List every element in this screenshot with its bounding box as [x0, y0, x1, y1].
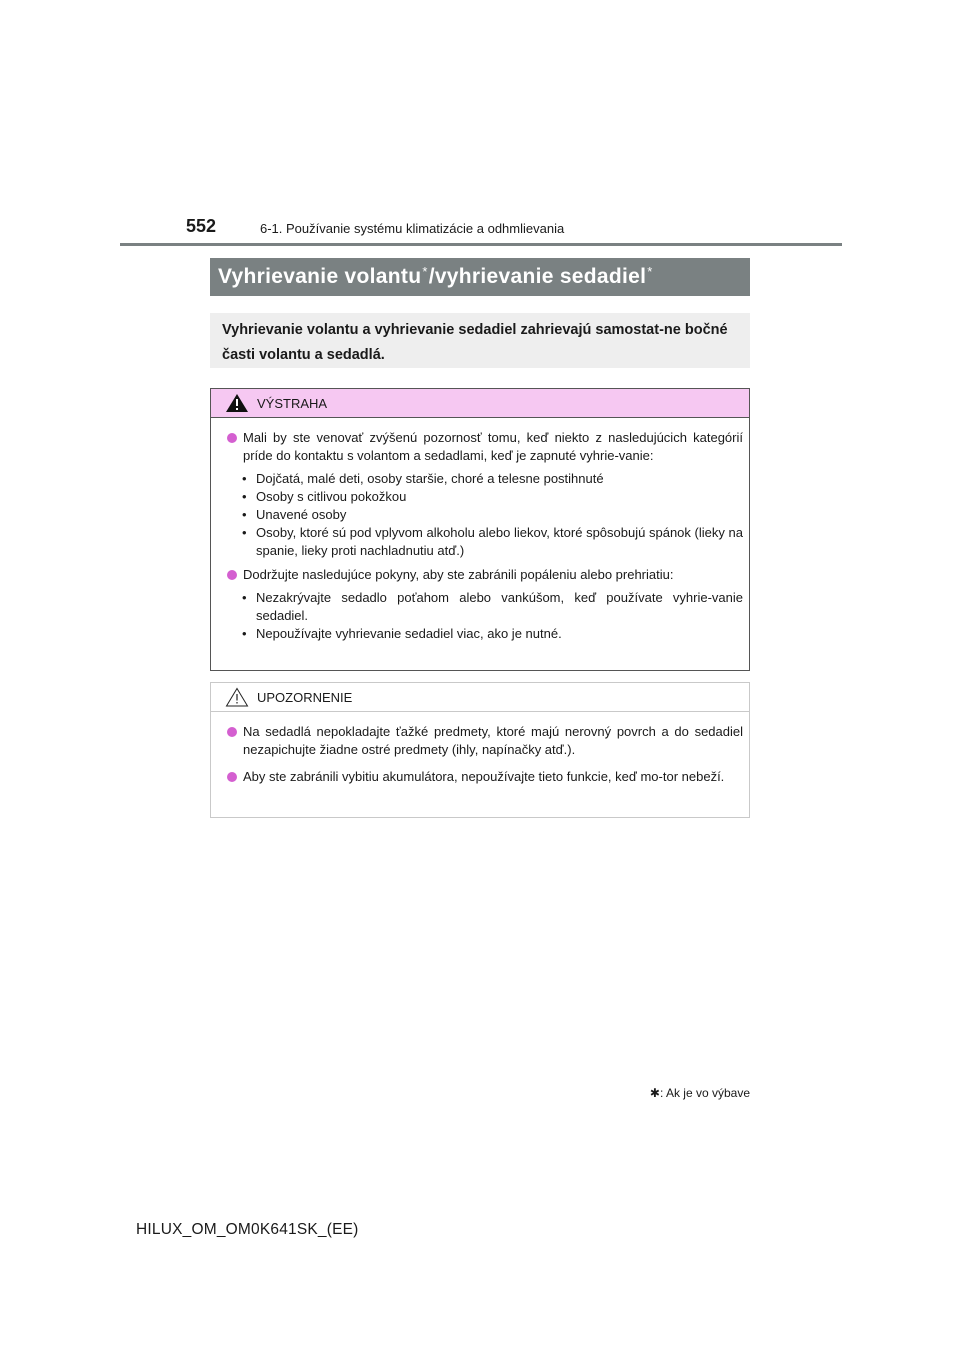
- bullet-dot-icon: [227, 570, 237, 580]
- title-star-1: *: [422, 263, 428, 279]
- warning-box: [210, 388, 750, 671]
- list-item: • Unavené osoby: [242, 506, 743, 524]
- list-item: • Dojčatá, malé deti, osoby staršie, choré a telesne postihnuté: [242, 470, 743, 488]
- warning-sublist: [227, 589, 743, 643]
- footnote-text: : Ak je vo výbave: [659, 1086, 750, 1100]
- section-title-part2: /vyhrievanie sedadiel: [428, 265, 647, 288]
- warning-item: [227, 429, 743, 465]
- caution-label: UPOZORNENIE: [257, 689, 353, 705]
- warning-sublist: [227, 470, 743, 560]
- warning-item-text: Mali by ste venovať zvýšenú pozornosť tomu, keď niekto z nasledujúcich kategórií príde do kontaktu s volantom a sedadlami, keď je zapnuté vyhrie-vanie:: [243, 430, 743, 463]
- header-divider: [120, 243, 842, 246]
- bullet-dot-icon: [227, 727, 237, 737]
- footnote-star: ✱: [649, 1086, 660, 1100]
- caution-item: [227, 768, 743, 786]
- warning-item: [227, 566, 743, 584]
- caution-box: [210, 682, 750, 818]
- intro-text: Vyhrievanie volantu a vyhrievanie sedadiel zahrievajú samostat-ne bočné časti volantu a sedadlá.: [210, 313, 750, 368]
- section-title-part1: Vyhrievanie volantu: [218, 265, 422, 288]
- list-item: • Osoby s citlivou pokožkou: [242, 488, 743, 506]
- chapter-title: 6-1. Používanie systému klimatizácie a odhmlievania: [260, 221, 565, 236]
- caution-triangle-outline-icon: [225, 687, 249, 707]
- warning-body: [211, 418, 749, 643]
- caution-item-text: Na sedadlá nepokladajte ťažké predmety, ktoré majú nerovný povrch a do sedadiel nezapichujte žiadne ostré predmety (ihly, napínačky atď.).: [243, 724, 743, 757]
- title-star-2: *: [647, 263, 653, 279]
- caution-header: [211, 683, 749, 712]
- section-title: [210, 258, 750, 296]
- bullet-dot-icon: [227, 433, 237, 443]
- document-code: HILUX_OM_OM0K641SK_(EE): [136, 1221, 359, 1238]
- warning-label: VÝSTRAHA: [257, 395, 328, 411]
- bullet-dot-icon: [227, 772, 237, 782]
- caution-item-text: Aby ste zabránili vybitiu akumulátora, nepoužívajte tieto funkcie, keď mo-tor nebeží.: [243, 769, 725, 784]
- warning-header: [211, 389, 749, 418]
- footnote: [650, 1086, 750, 1100]
- page-number: 552: [186, 216, 217, 236]
- caution-item: [227, 723, 743, 759]
- list-item: • Nezakrývajte sedadlo poťahom alebo vankúšom, keď používate vyhrie-vanie sedadiel.: [242, 589, 743, 625]
- warning-triangle-icon: [225, 393, 249, 413]
- caution-body: [211, 712, 749, 786]
- warning-item-text: Dodržujte nasledujúce pokyny, aby ste zabránili popáleniu alebo prehriatiu:: [243, 567, 674, 582]
- list-item: • Nepoužívajte vyhrievanie sedadiel viac, ako je nutné.: [242, 625, 743, 643]
- list-item: • Osoby, ktoré sú pod vplyvom alkoholu alebo liekov, ktoré spôsobujú spánok (lieky na spanie, lieky proti nachladnutiu atď.): [242, 524, 743, 560]
